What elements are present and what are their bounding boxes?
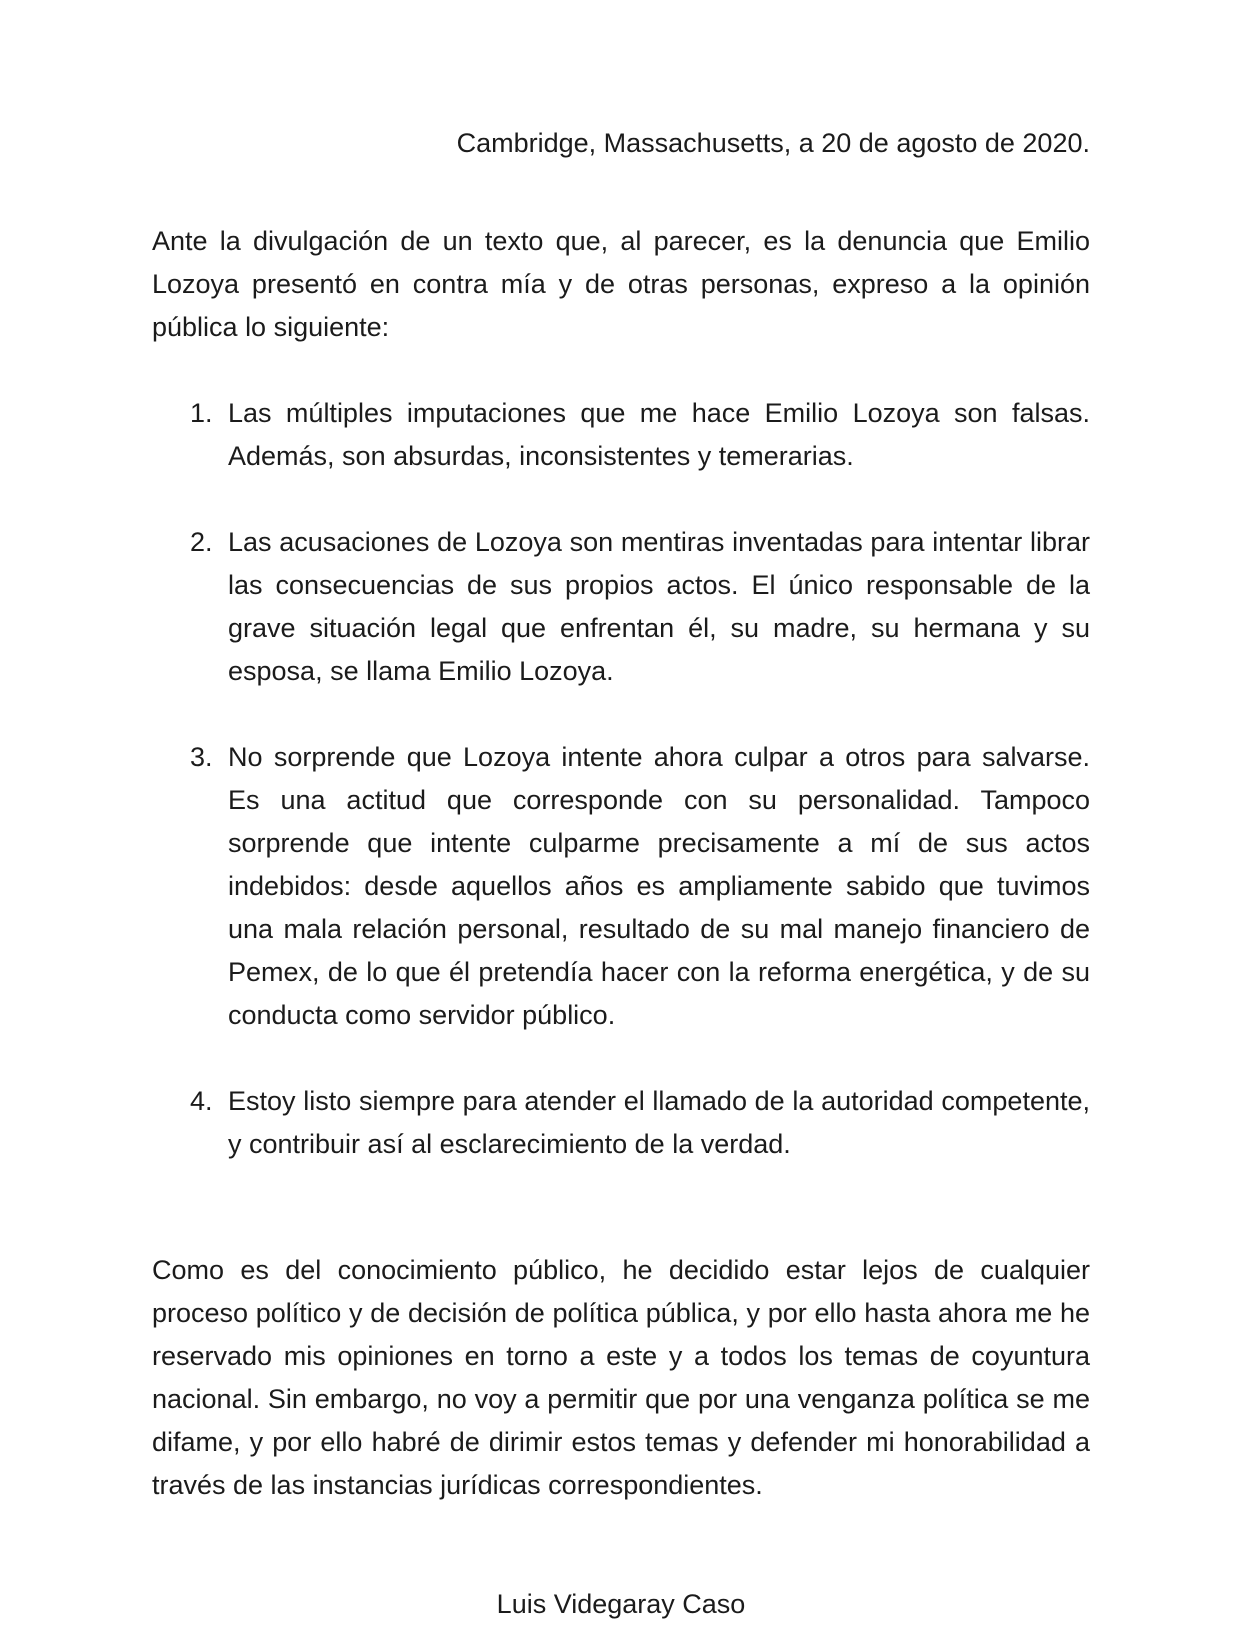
list-item-number: 1.	[190, 398, 213, 428]
list-item-text: Las múltiples imputaciones que me hace Emilio Lozoya son falsas. Además, son absurdas, inconsistentes y temerarias.	[228, 398, 1090, 471]
numbered-list	[152, 392, 1090, 1166]
signature-name: Luis Videgaray Caso	[496, 1589, 746, 1619]
list-item-number: 3.	[190, 742, 213, 772]
list-item-number: 4.	[190, 1086, 213, 1116]
list-item	[152, 736, 1090, 1037]
closing-paragraph: Como es del conocimiento público, he decidido estar lejos de cualquier proceso político y de decisión de política pública, y por ello hasta ahora me he reservado mis opiniones en torno a este y a todos los temas de coyuntura nacional. Sin embargo, no voy a permitir que por una venganza política se me difame, y por ello habré de dirimir estos temas y defender mi honorabilidad a través de las instancias jurídicas correspondientes.	[152, 1255, 1090, 1500]
list-item	[152, 392, 1090, 478]
intro-paragraph: Ante la divulgación de un texto que, al parecer, es la denuncia que Emilio Lozoya presentó en contra mía y de otras personas, expreso a la opinión pública lo siguiente:	[152, 226, 1090, 342]
date-line: Cambridge, Massachusetts, a 20 de agosto de 2020.	[456, 128, 1090, 158]
list-item	[152, 521, 1090, 693]
list-item-number: 2.	[190, 527, 213, 557]
list-item-text: No sorprende que Lozoya intente ahora culpar a otros para salvarse. Es una actitud que corresponde con su personalidad. Tampoco sorprende que intente culparme precisamente a mí de sus actos indebidos: desde aquellos años es ampliamente sabido que tuvimos una mala relación personal, resultado de su mal manejo financiero de Pemex, de lo que él pretendía hacer con la reforma energética, y de su conducta como servidor público.	[228, 742, 1090, 1030]
list-item	[152, 1080, 1090, 1166]
list-item-text: Las acusaciones de Lozoya son mentiras inventadas para intentar librar las consecuencias de sus propios actos. El único responsable de la grave situación legal que enfrentan él, su madre, su hermana y su esposa, se llama Emilio Lozoya.	[228, 527, 1090, 686]
list-item-text: Estoy listo siempre para atender el llamado de la autoridad competente, y contribuir así al esclarecimiento de la verdad.	[228, 1086, 1090, 1159]
